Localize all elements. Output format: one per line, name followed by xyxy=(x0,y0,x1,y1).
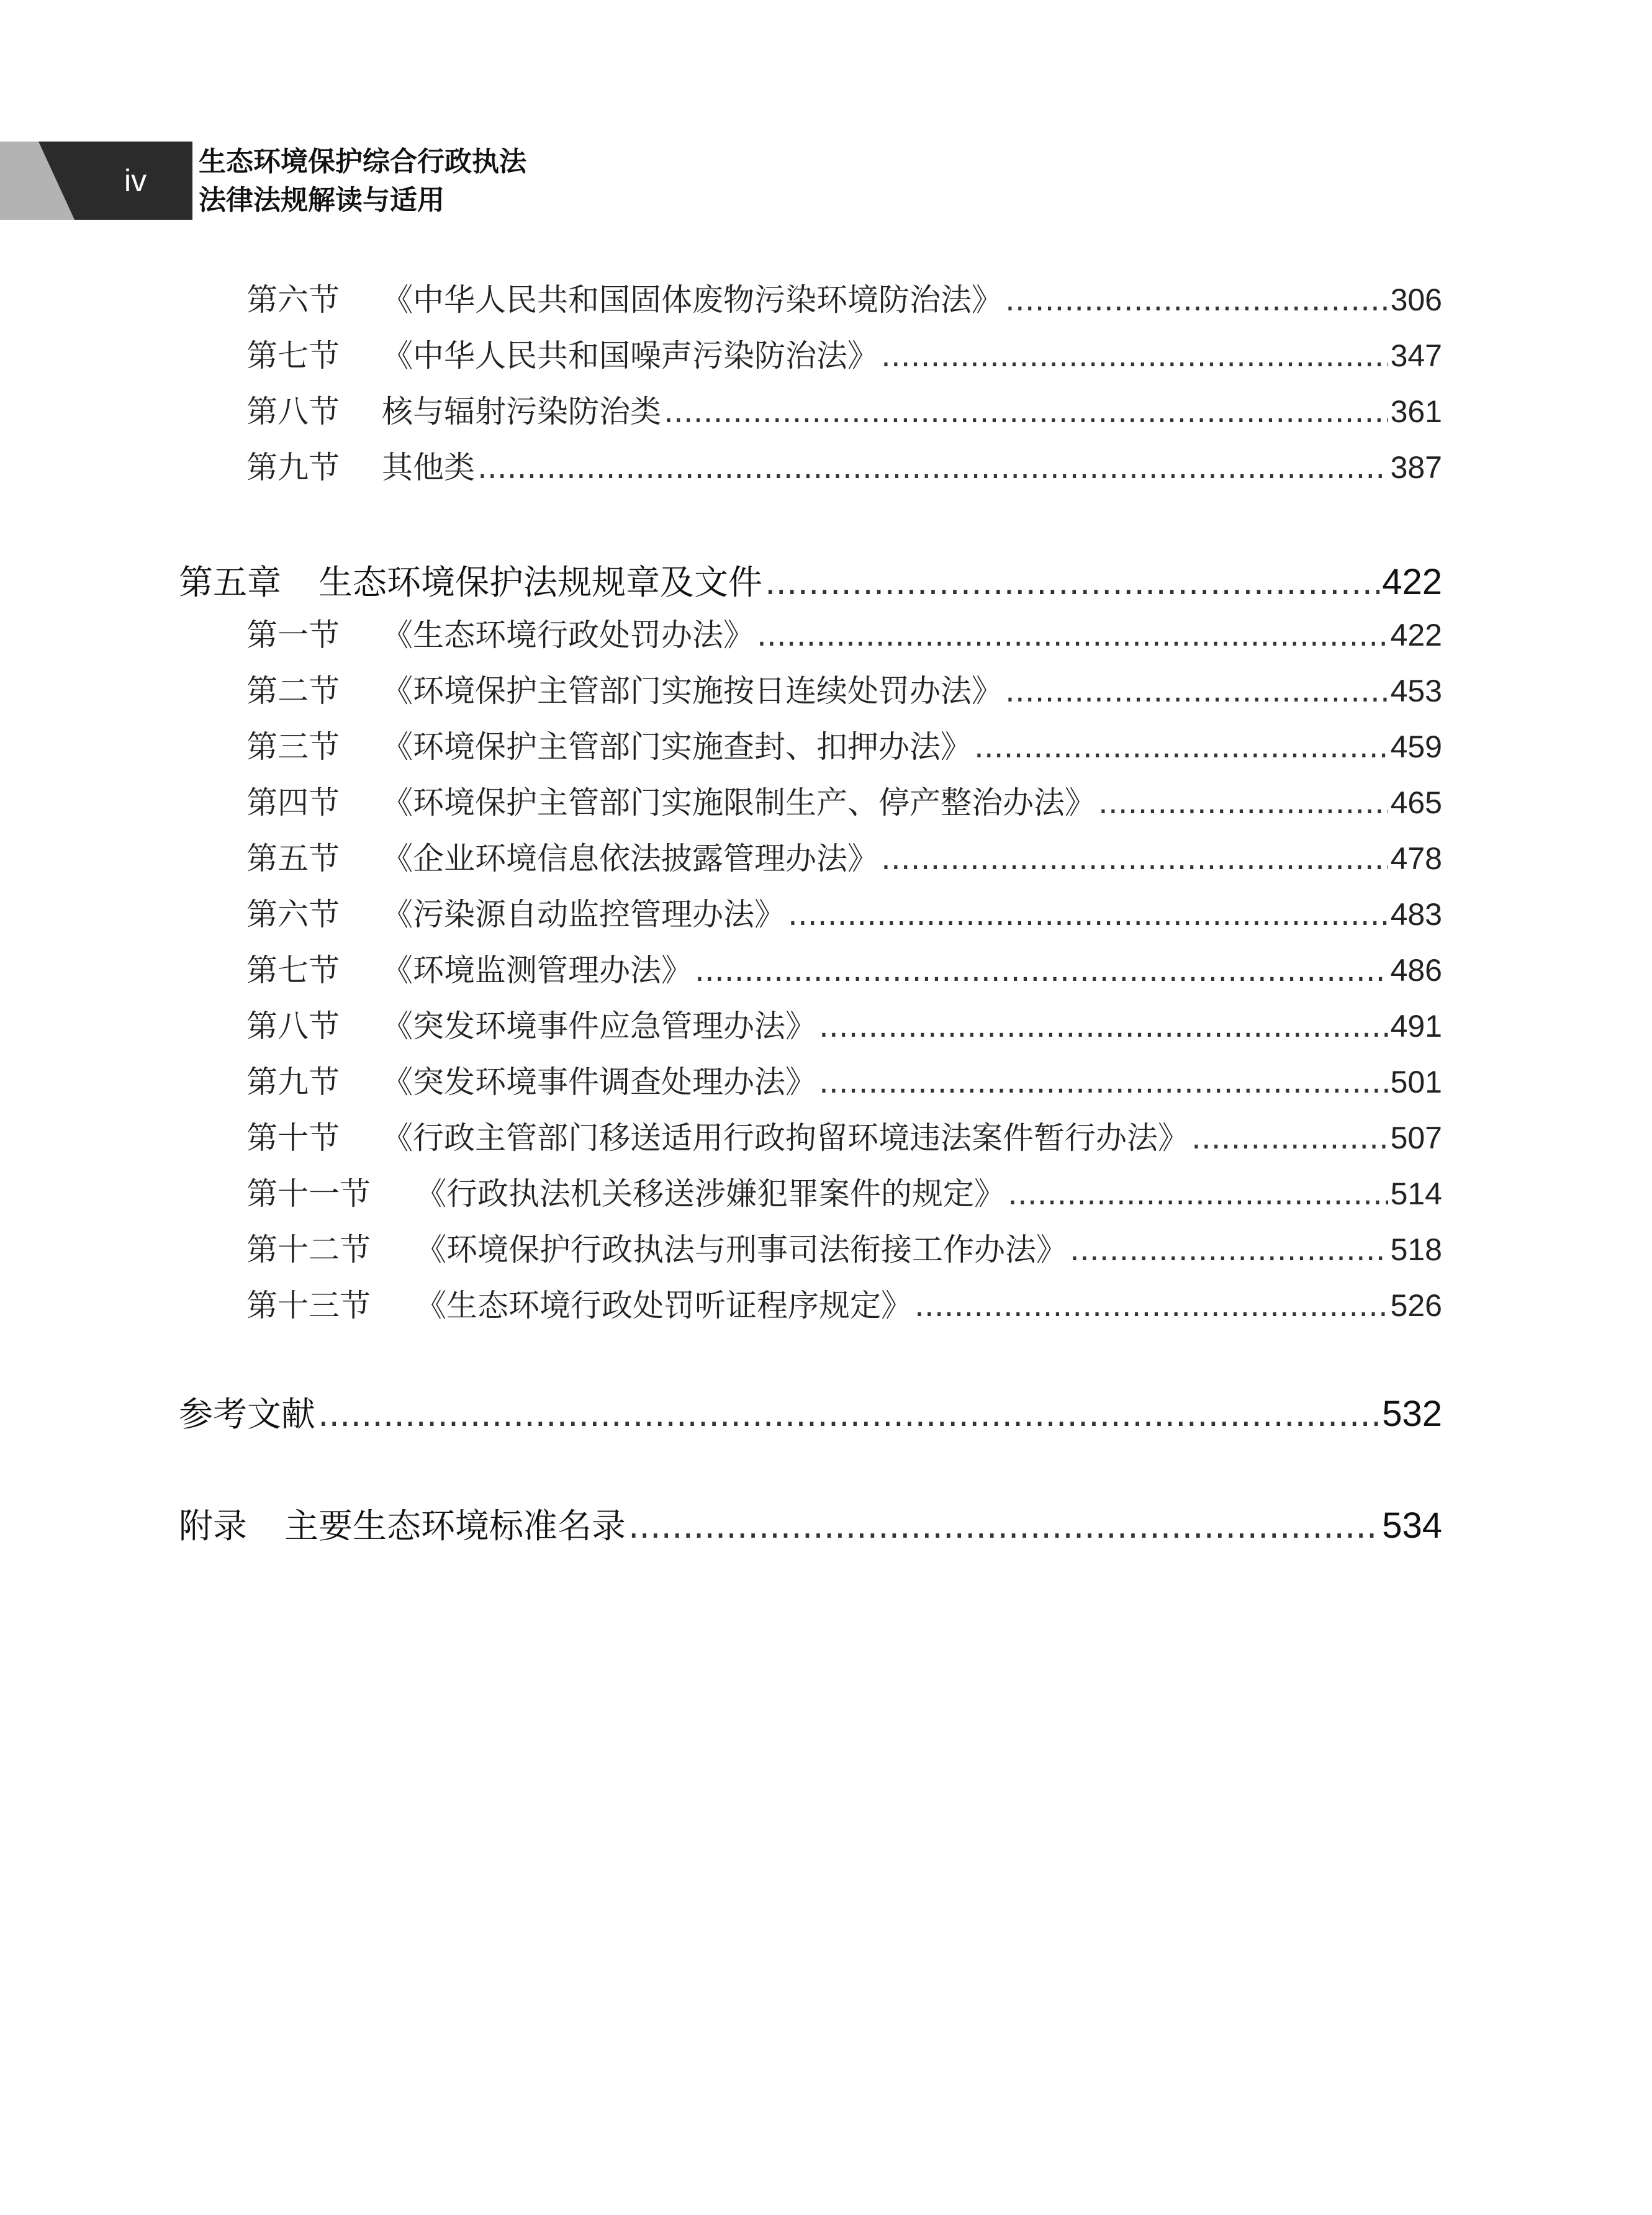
page-ref: 478 xyxy=(1390,841,1442,876)
section-title: 《环境监测管理办法》 xyxy=(382,952,692,988)
book-title xyxy=(199,143,526,220)
page-ref: 465 xyxy=(1390,785,1442,820)
section-title: 《环境保护主管部门实施按日连续处罚办法》 xyxy=(382,673,1003,709)
toc-appendix-entry[interactable] xyxy=(0,1498,1652,1554)
section-title: 《突发环境事件调查处理办法》 xyxy=(382,1064,816,1100)
section-number: 第十三节 xyxy=(246,1288,371,1324)
page-ref: 486 xyxy=(1390,953,1442,988)
header-decoration xyxy=(0,142,192,220)
section-number: 第六节 xyxy=(246,896,340,932)
chapter-number: 第五章 xyxy=(179,562,282,602)
page-ref: 534 xyxy=(1382,1505,1442,1546)
toc-entry[interactable] xyxy=(0,1057,1652,1107)
toc-entry[interactable] xyxy=(0,1225,1652,1274)
section-number: 第七节 xyxy=(246,338,340,374)
page-ref: 453 xyxy=(1390,674,1442,708)
dot-leader xyxy=(881,834,1388,883)
dot-leader xyxy=(318,1386,1379,1442)
toc-entry[interactable] xyxy=(0,666,1652,716)
section-title: 《生态环境行政处罚听证程序规定》 xyxy=(415,1288,912,1324)
chapter-title: 生态环境保护法规规章及文件 xyxy=(318,562,763,602)
section-number: 第一节 xyxy=(246,617,340,653)
page-ref: 526 xyxy=(1390,1288,1442,1323)
toc-entry[interactable] xyxy=(0,722,1652,772)
section-title: 《突发环境事件应急管理办法》 xyxy=(382,1008,816,1044)
toc-entry[interactable] xyxy=(0,834,1652,883)
section-number: 第九节 xyxy=(246,1064,340,1100)
section-number: 第八节 xyxy=(246,394,340,430)
appendix-title: 主要生态环境标准名录 xyxy=(284,1506,626,1546)
toc-entry[interactable] xyxy=(0,387,1652,436)
page-ref: 507 xyxy=(1390,1121,1442,1155)
toc-entry[interactable] xyxy=(0,331,1652,381)
page-ref: 361 xyxy=(1390,394,1442,429)
dot-leader xyxy=(695,945,1388,995)
page-number: iv xyxy=(124,163,147,198)
toc-entry[interactable] xyxy=(0,890,1652,939)
section-title: 《中华人民共和国噪声污染防治法》 xyxy=(382,338,878,374)
page-ref: 532 xyxy=(1382,1394,1442,1434)
section-title: 核与辐射污染防治类 xyxy=(382,394,661,430)
section-title: 《污染源自动监控管理办法》 xyxy=(382,896,785,932)
toc-references-entry[interactable] xyxy=(0,1386,1652,1442)
references-title: 参考文献 xyxy=(179,1394,316,1434)
section-number: 第八节 xyxy=(246,1008,340,1044)
dot-leader xyxy=(1005,275,1388,325)
toc-entry[interactable] xyxy=(0,778,1652,828)
section-number: 第十二节 xyxy=(246,1232,371,1268)
header-band xyxy=(0,142,192,220)
section-number: 第十节 xyxy=(246,1120,340,1156)
toc-entry[interactable] xyxy=(0,945,1652,995)
toc-entry[interactable] xyxy=(0,610,1652,660)
page-ref: 387 xyxy=(1390,450,1442,485)
dot-leader xyxy=(628,1498,1379,1554)
section-title: 《环境保护行政执法与刑事司法衔接工作办法》 xyxy=(415,1232,1067,1268)
dot-leader xyxy=(819,1001,1388,1051)
book-title-line1: 生态环境保护综合行政执法 xyxy=(199,146,526,178)
dot-leader xyxy=(819,1057,1388,1107)
dot-leader xyxy=(1005,666,1388,716)
page-ref: 459 xyxy=(1390,729,1442,764)
dot-leader xyxy=(757,610,1388,660)
page-ref: 422 xyxy=(1382,562,1442,602)
section-number: 第三节 xyxy=(246,729,340,765)
dot-leader xyxy=(477,443,1388,492)
section-title: 《行政执法机关移送涉嫌犯罪案件的规定》 xyxy=(415,1176,1005,1212)
dot-leader xyxy=(1008,1169,1388,1219)
dot-leader xyxy=(765,554,1379,610)
page-ref: 514 xyxy=(1390,1176,1442,1211)
toc-entry[interactable] xyxy=(0,1281,1652,1330)
toc-entry[interactable] xyxy=(0,1001,1652,1051)
book-title-line2: 法律法规解读与适用 xyxy=(199,184,445,216)
toc-entry[interactable] xyxy=(0,275,1652,325)
section-number: 第九节 xyxy=(246,449,340,485)
section-number: 第七节 xyxy=(246,952,340,988)
appendix-label: 附录 xyxy=(179,1506,248,1546)
toc-entry[interactable] xyxy=(0,1169,1652,1219)
toc-entry[interactable] xyxy=(0,443,1652,492)
section-title: 《环境保护主管部门实施查封、扣押办法》 xyxy=(382,729,972,765)
dot-leader xyxy=(1191,1113,1388,1163)
toc-entry[interactable] xyxy=(0,1113,1652,1163)
page-ref: 501 xyxy=(1390,1065,1442,1099)
dot-leader xyxy=(1070,1225,1388,1274)
dot-leader xyxy=(881,331,1388,381)
section-number: 第十一节 xyxy=(246,1176,371,1212)
section-title: 《环境保护主管部门实施限制生产、停产整治办法》 xyxy=(382,785,1096,821)
section-title: 其他类 xyxy=(382,449,475,485)
dot-leader xyxy=(1098,778,1388,828)
section-title: 《行政主管部门移送适用行政拘留环境违法案件暂行办法》 xyxy=(382,1120,1189,1156)
page-ref: 347 xyxy=(1390,338,1442,373)
page-ref: 483 xyxy=(1390,897,1442,932)
section-title: 《企业环境信息依法披露管理办法》 xyxy=(382,841,878,877)
section-number: 第五节 xyxy=(246,841,340,877)
page-ref: 422 xyxy=(1390,618,1442,652)
section-number: 第六节 xyxy=(246,282,340,318)
section-number: 第四节 xyxy=(246,785,340,821)
section-title: 《生态环境行政处罚办法》 xyxy=(382,617,754,653)
dot-leader xyxy=(664,387,1388,436)
section-title: 《中华人民共和国固体废物污染环境防治法》 xyxy=(382,282,1003,318)
dot-leader xyxy=(974,722,1388,772)
page-ref: 518 xyxy=(1390,1232,1442,1267)
section-number: 第二节 xyxy=(246,673,340,709)
dot-leader xyxy=(788,890,1388,939)
toc-chapter-entry[interactable] xyxy=(0,554,1652,610)
dot-leader xyxy=(914,1281,1388,1330)
page-ref: 491 xyxy=(1390,1009,1442,1044)
page-ref: 306 xyxy=(1390,282,1442,317)
